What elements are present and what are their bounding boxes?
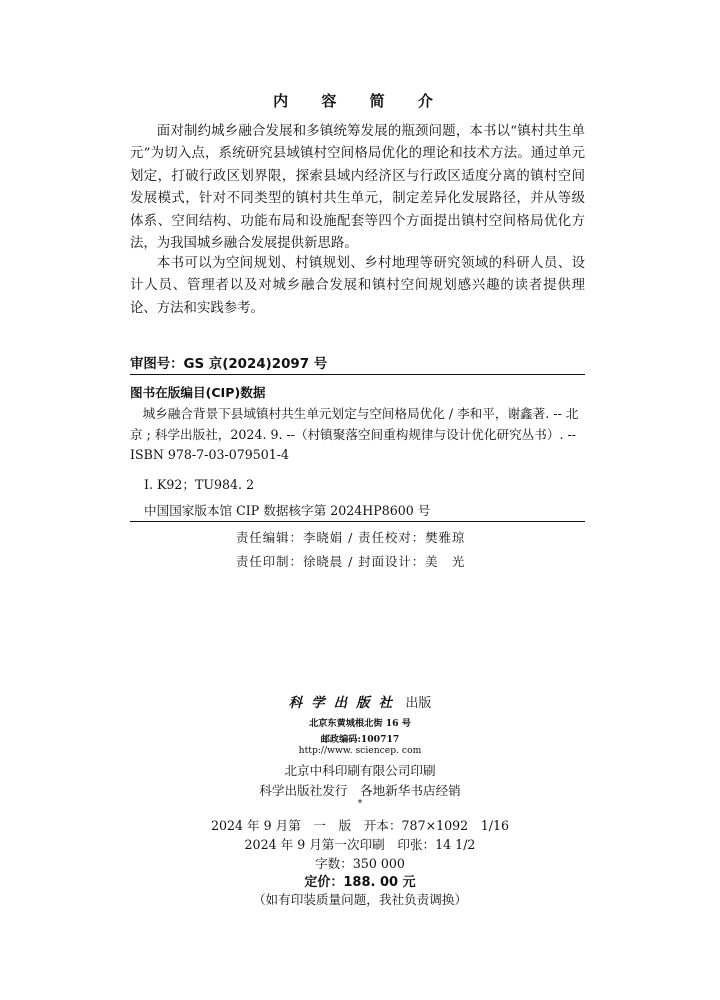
summary-title: 内 容 简 介 [273, 92, 447, 110]
publisher-name [0, 691, 720, 711]
divider-bottom [130, 521, 585, 522]
summary-paragraph-2: 本书可以为空间规划、村镇规划、乡村地理等研究领域的科研人员、设计人员、管理者以及对城乡融合发展和镇村空间规划感兴趣的读者提供理论、方法和实践参考。 [130, 256, 585, 316]
cip-body: 城乡融合背景下县域镇村共生单元划定与空间格局优化 / 李和平，谢鑫著. -- 北京 ; 科学出版社，2024. 9. --（村镇聚落空间重构规律与设计优化研究丛书）. --ISBN 978-7-03-079501-4 [130, 406, 579, 462]
cip-classification: Ⅰ. K92；TU984. 2 [144, 477, 255, 492]
editors-line-2: 责任印制：徐晓晨 / 封面设计：美 光 [236, 554, 466, 569]
summary-paragraph-1: 面对制约城乡融合发展和多镇统筹发展的瓶颈问题，本书以“镇村共生单元”为切入点，系统研究县域镇村空间格局优化的理论和技术方法。通过单元划定，打破行政区划界限，探索县域内经济区与行政区适度分离的镇村空间发展模式，针对不同类型的镇村共生单元，制定差异化发展路径，并从等级体系、空间结构、功能布局和设施配套等四个方面提出镇村空间格局优化方法，为我国城乡融合发展提供新思路。 [130, 124, 585, 252]
word-count: 字数：350 000 [315, 856, 405, 871]
price: 定价：188. 00 元 [304, 875, 416, 890]
publisher-url: http://www. sciencep. com [298, 745, 422, 756]
map-review-number: 审图号：GS 京(2024)2097 号 [130, 357, 328, 372]
cip-number: 中国国家版本馆 CIP 数据核字第 2024HP8600 号 [144, 503, 431, 518]
distribution: 科学出版社发行 各地新华书店经销 [259, 783, 461, 798]
publisher-address: 北京东黄城根北街 16 号 [309, 718, 411, 729]
cip-title: 图书在版编目(CIP)数据 [130, 385, 266, 400]
publisher-logo-text: 科学出 [288, 695, 357, 711]
publisher-postcode: 邮政编码:100717 [320, 734, 400, 745]
divider-top [130, 374, 585, 375]
editors-line-1: 责任编辑：李晓娟 / 责任校对：樊雅琼 [236, 530, 466, 545]
printing-info: 2024 年 9 月第一次印刷 印张：14 1/2 [244, 837, 476, 852]
separator-star: * [357, 799, 363, 809]
publisher-logo-text-2: 版社 [356, 695, 402, 711]
edition-info: 2024 年 9 月第 一 版 开本：787×1092 1/16 [210, 818, 510, 833]
printer: 北京中科印刷有限公司印刷 [284, 763, 436, 778]
quality-notice: （如有印装质量问题，我社负责调换） [252, 892, 468, 907]
publisher-publishes: 出版 [405, 696, 432, 711]
